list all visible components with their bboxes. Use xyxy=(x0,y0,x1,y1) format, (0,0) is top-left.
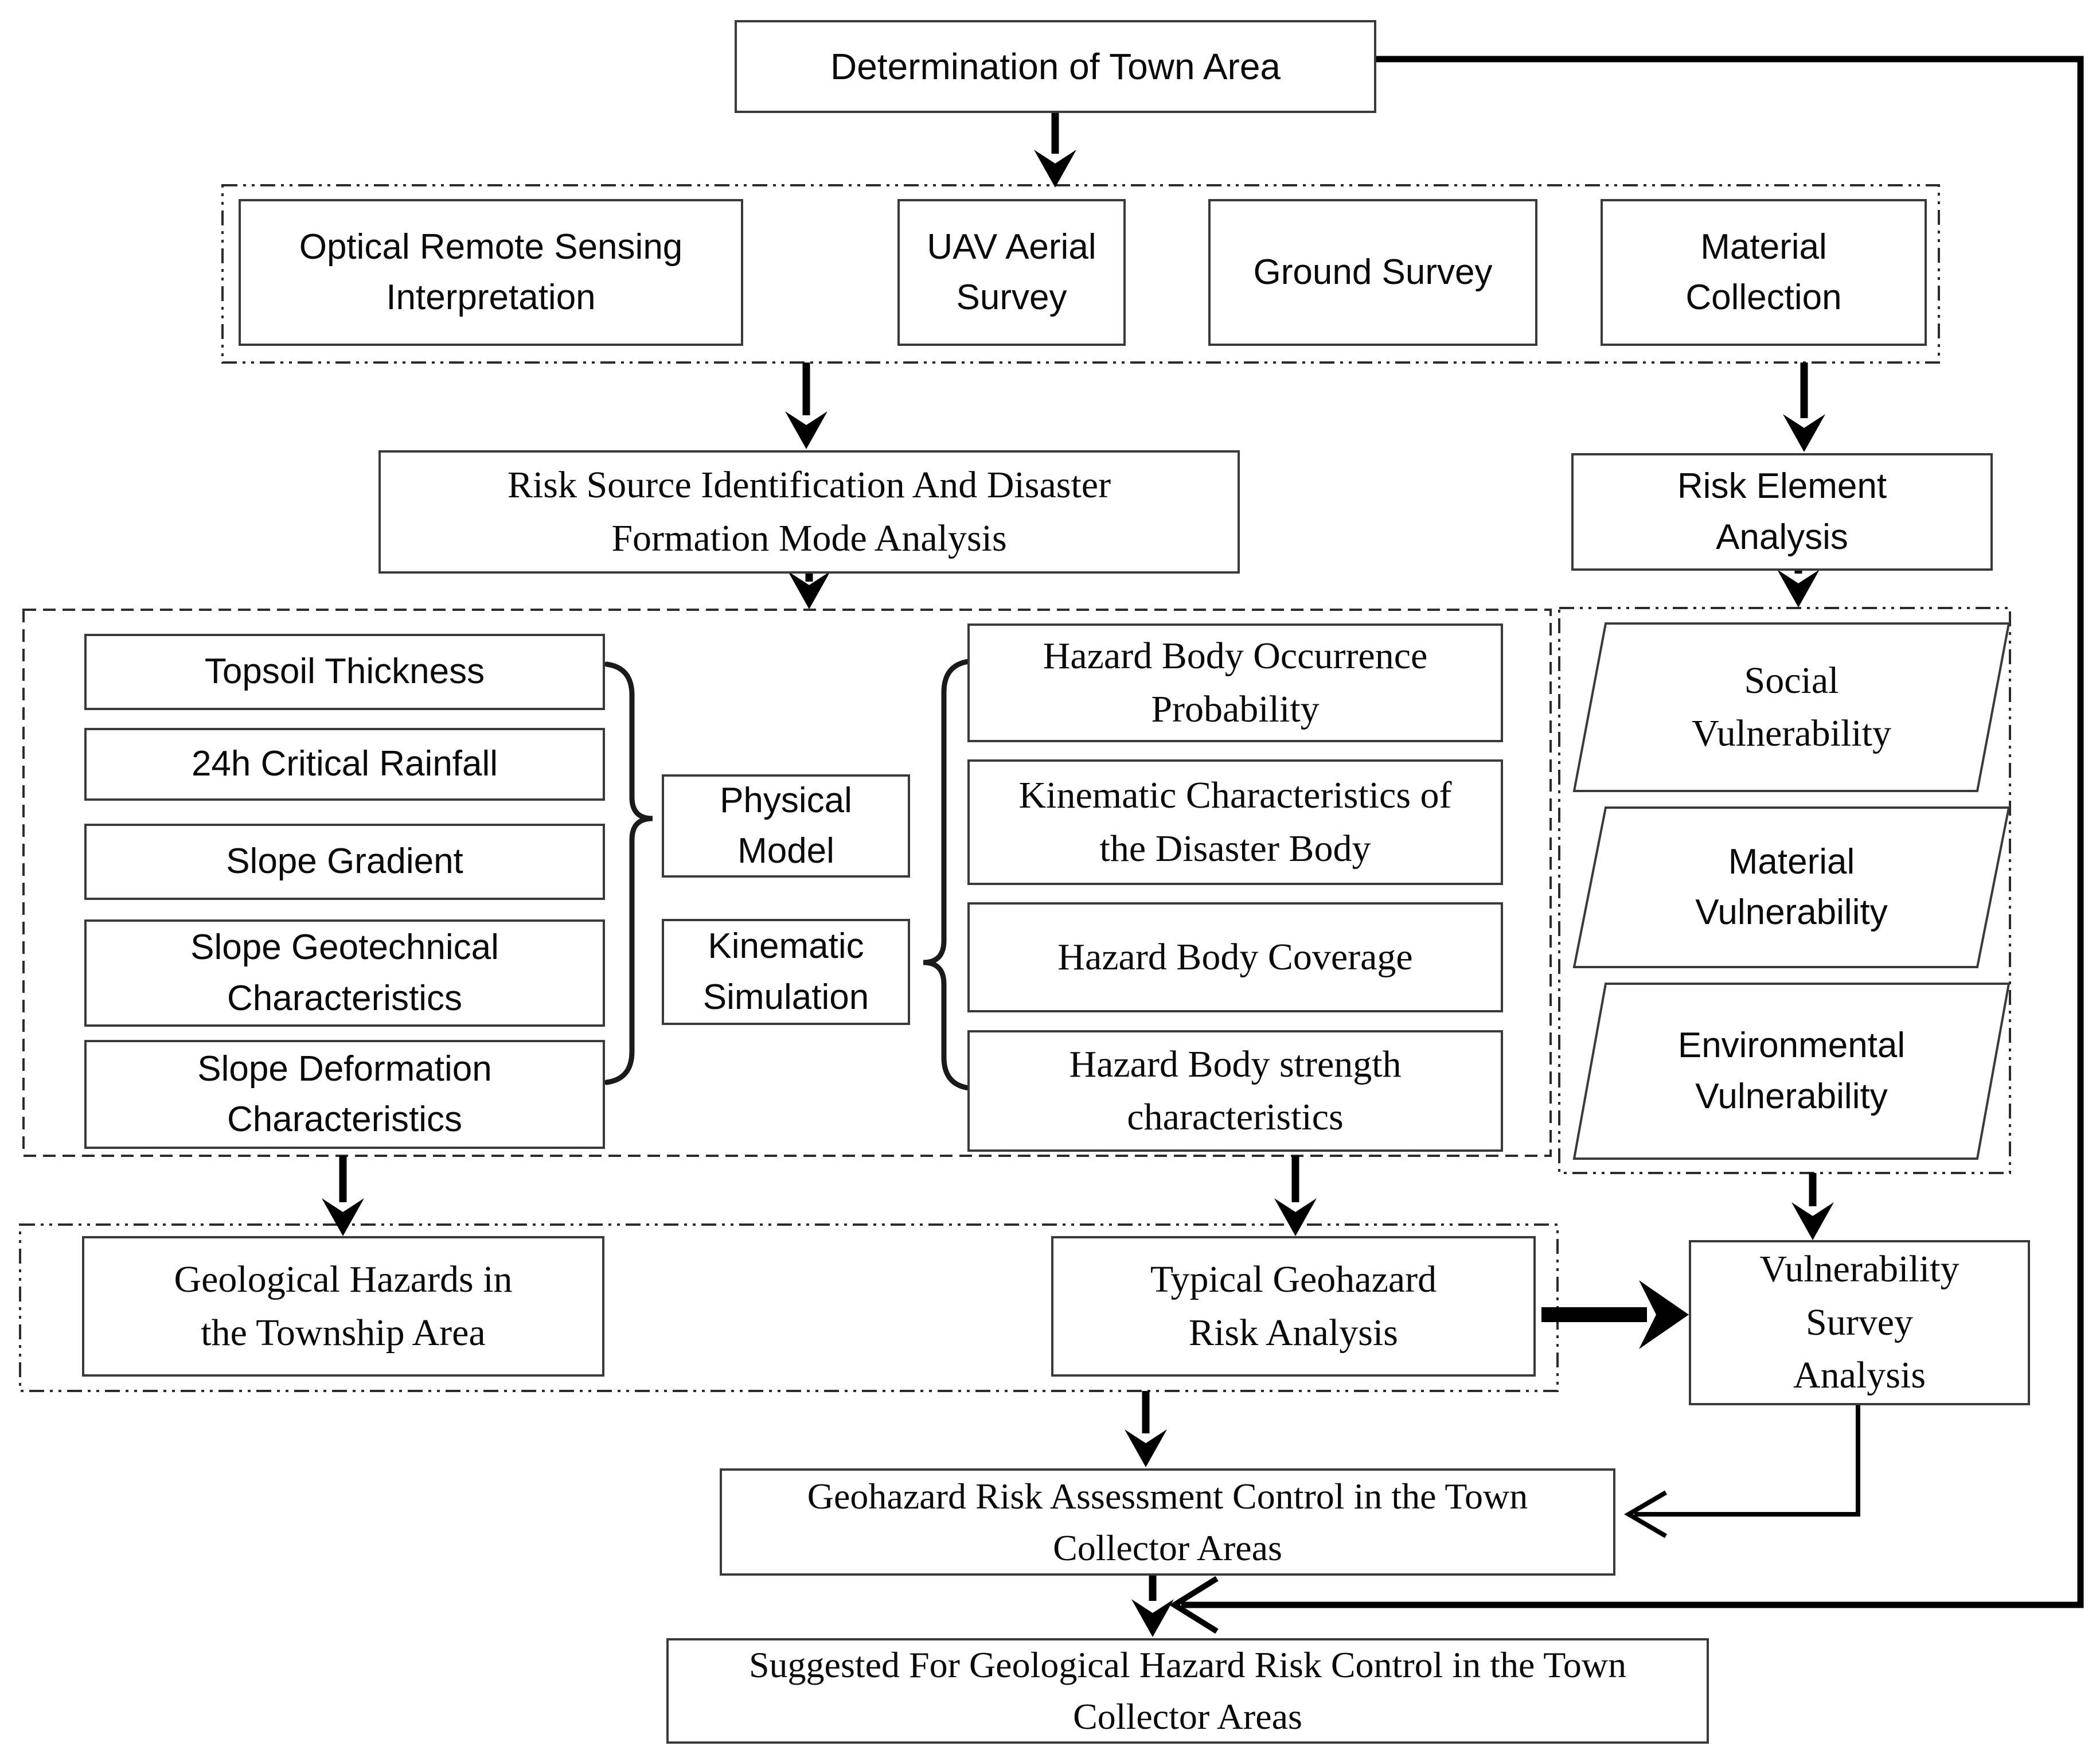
node-geological-hazards-township xyxy=(82,1236,604,1377)
arrow-town-area-to-surveys xyxy=(1034,113,1076,188)
uav-label: UAV Aerial Survey xyxy=(927,227,1096,317)
vulnerability-label-1: Material Vulnerability xyxy=(1695,841,1888,932)
node-24h-critical-rainfall xyxy=(84,728,605,801)
node-hazard-body-coverage xyxy=(967,902,1503,1012)
township-hazards-label: Geological Hazards in the Township Area xyxy=(174,1258,513,1354)
node-physical-model xyxy=(662,774,910,878)
vulnerability-label-2: Environmental Vulnerability xyxy=(1677,1026,1906,1116)
node-risk-source-identification xyxy=(378,450,1240,574)
node-topsoil-thickness xyxy=(84,634,605,710)
factor-label-3: Slope Geotechnical Characteristics xyxy=(190,927,499,1018)
node-risk-element-analysis xyxy=(1571,453,1993,571)
node-environmental-vulnerability xyxy=(1574,984,2009,1159)
node-slope-gradient xyxy=(84,824,605,900)
node-kinematic-characteristics-disaster-body xyxy=(967,759,1503,885)
typical-risk-label: Typical Geohazard Risk Analysis xyxy=(1150,1258,1437,1354)
vulnerability-label-0: Social Vulnerability xyxy=(1692,659,1891,754)
hazard-output-label-1: Kinematic Characteristics of the Disaster Body xyxy=(1018,774,1452,870)
node-social-vulnerability xyxy=(1574,623,2009,791)
factor-label-4: Slope Deformation Characteristics xyxy=(197,1049,492,1139)
arrow-typical-to-survey xyxy=(1541,1280,1689,1349)
material-label: Material Collection xyxy=(1685,227,1842,317)
node-typical-geohazard-risk-analysis xyxy=(1051,1236,1536,1377)
node-slope-deformation-characteristics xyxy=(84,1040,605,1149)
factor-label-2: Slope Gradient xyxy=(226,841,463,882)
hazard-output-label-3: Hazard Body strength characteristics xyxy=(1069,1043,1402,1138)
hazard-output-label-2: Hazard Body Coverage xyxy=(1057,936,1413,978)
node-hazard-body-strength-characteristics xyxy=(967,1030,1503,1152)
node-geohazard-risk-assessment-control xyxy=(720,1468,1615,1576)
optical-label: Optical Remote Sensing Interpretation xyxy=(299,227,683,317)
ground-label: Ground Survey xyxy=(1253,252,1493,292)
node-determination-of-town-area xyxy=(735,20,1376,113)
node-ground-survey xyxy=(1208,199,1537,346)
factor-label-1: 24h Critical Rainfall xyxy=(191,744,498,784)
model-label-0: Physical Model xyxy=(720,780,852,871)
risk-control-label: Geohazard Risk Assessment Control in the Town Collector Areas xyxy=(807,1475,1528,1568)
brace-factors-to-models xyxy=(607,664,653,1082)
arrow-risk-element-down xyxy=(1777,570,1820,607)
vulnerability-survey-label: Vulnerability Survey Analysis xyxy=(1759,1248,1960,1397)
factor-label-0: Topsoil Thickness xyxy=(204,652,485,692)
arrow-surveys-to-risk-source xyxy=(785,363,827,449)
node-uav-aerial-survey xyxy=(897,199,1126,346)
node-optical-remote-sensing xyxy=(239,199,743,346)
node-suggested-risk-control xyxy=(666,1638,1709,1744)
brace-models-to-hazard-outputs xyxy=(923,661,969,1088)
risk-source-label: Risk Source Identification And Disaster Formation Mode Analysis xyxy=(507,464,1111,559)
arrow-vulnerabilities-to-survey xyxy=(1791,1173,1834,1240)
arrow-collection-to-risk-element xyxy=(1783,363,1825,452)
arrow-strip-to-risk-control xyxy=(1125,1391,1167,1467)
risk-element-label: Risk Element Analysis xyxy=(1677,466,1887,557)
determination-label: Determination of Town Area xyxy=(830,45,1281,87)
node-vulnerability-survey-analysis xyxy=(1689,1240,2030,1405)
node-slope-geotechnical-characteristics xyxy=(84,919,605,1027)
node-kinematic-simulation xyxy=(662,919,910,1025)
model-label-1: Kinematic Simulation xyxy=(702,926,869,1017)
hazard-output-label-0: Hazard Body Occurrence Probability xyxy=(1043,635,1428,730)
node-material-collection xyxy=(1601,199,1927,346)
arrow-risk-control-to-suggestion xyxy=(1131,1576,1174,1637)
arrow-survey-to-risk-control xyxy=(1629,1405,1858,1536)
node-hazard-body-occurrence-probability xyxy=(967,623,1503,742)
node-material-vulnerability xyxy=(1574,808,2009,967)
suggestion-label: Suggested For Geological Hazard Risk Control in the Town Collector Areas xyxy=(748,1644,1627,1737)
